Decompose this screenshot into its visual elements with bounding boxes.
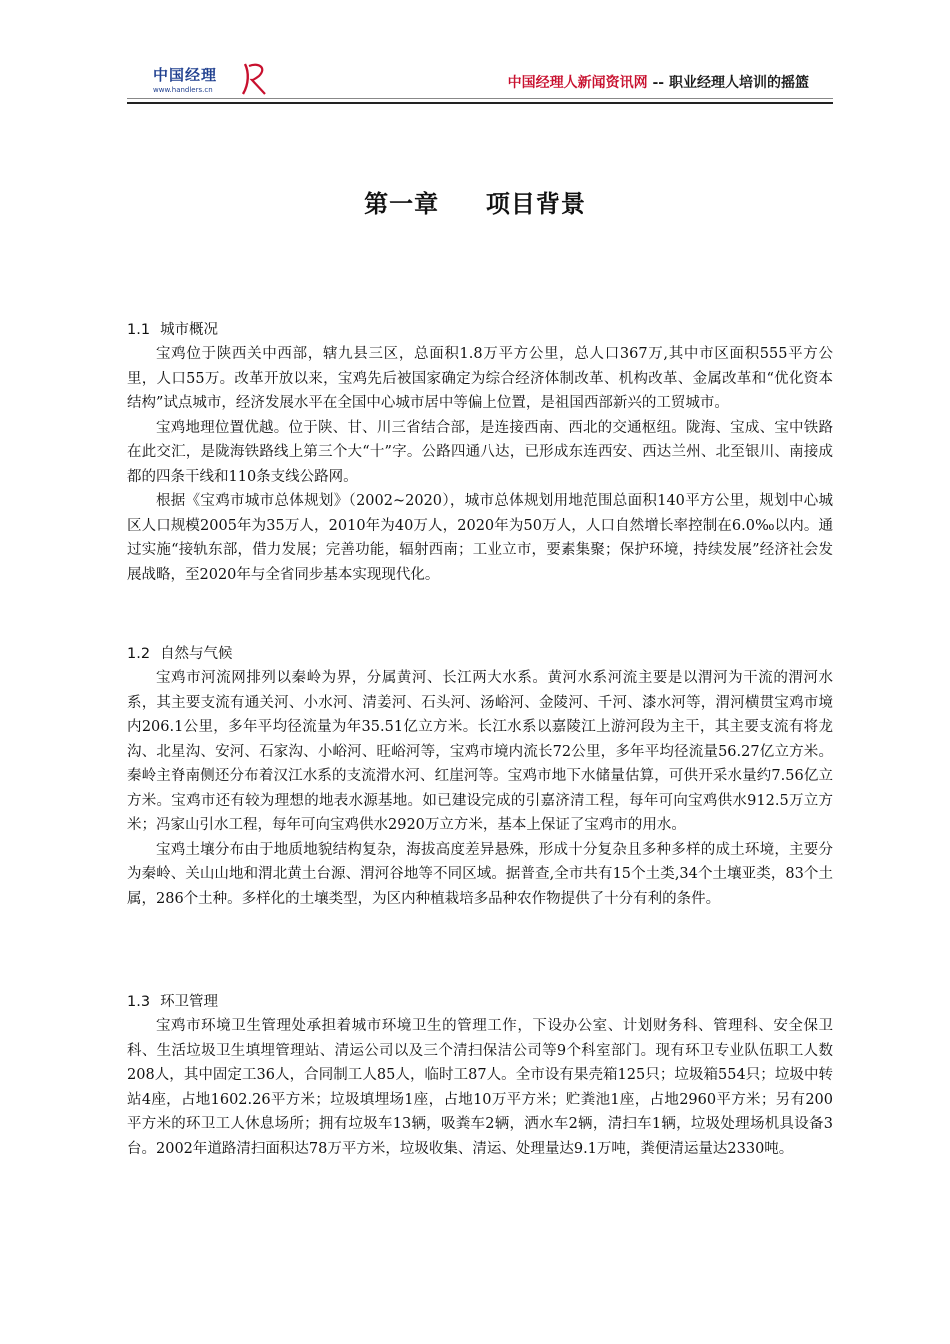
page-header: [127, 58, 833, 104]
paragraph: 宝鸡地理位置优越。位于陕、甘、川三省结合部，是连接西南、西北的交通枢纽。陇海、宝成、宝中铁路在此交汇，是陇海铁路线上第三个大“十”字。公路四通八达，已形成东连西安、西达兰州、北至银川、南接成都的四条干线和110条支线公路网。: [127, 419, 833, 485]
site-logo[interactable]: [147, 64, 287, 100]
logo-url: www.handlers.cn: [153, 86, 213, 94]
section-number: 1.2: [127, 646, 151, 662]
logo-text: 中国经理: [153, 66, 218, 84]
section-nature-climate: [127, 642, 833, 911]
paragraph: 宝鸡市环境卫生管理处承担着城市环境卫生的管理工作，下设办公室、计划财务科、管理科、安全保卫科、生活垃圾卫生填埋管理站、清运公司以及三个清扫保洁公司等9个科室部门。现有环卫专业队伍职工人数208人，其中固定工36人，合同制工人85人，临时工87人。全市设有果壳箱125只；垃圾箱554只；垃圾中转站4座，占地1602.26平方米；垃圾填埋场1座，占地10万平方米；贮粪池1座，占地2960平方米；另有200平方米的环卫工人休息场所；拥有垃圾车13辆，吸粪车2辆，洒水车2辆，清扫车1辆，垃圾处理场机具设备3台。2002年道路清扫面积达78万平方米，垃圾收集、清运、处理量达9.1万吨，粪便清运量达2330吨。: [127, 1018, 833, 1157]
section-number: 1.1: [127, 322, 151, 338]
paragraph: 宝鸡土壤分布由于地质地貌结构复杂，海拔高度差异悬殊，形成十分复杂且多种多样的成土环境，主要分为秦岭、关山山地和渭北黄土台源、渭河谷地等不同区域。据普查,全市共有15个土类,34个土壤亚类，83个土属，286个土种。多样化的土壤类型，为区内种植栽培多品种农作物提供了十分有利的条件。: [127, 841, 833, 907]
paragraph: 宝鸡市河流网排列以秦岭为界，分属黄河、长江两大水系。黄河水系河流主要是以渭河为干流的渭河水系，其主要支流有通关河、小水河、清姜河、石头河、汤峪河、金陵河、千河、漆水河等，渭河横贯宝鸡市境内206.1公里，多年平均径流量为年35.51亿立方米。长江水系以嘉陵江上游河段为主干，其主要支流有将龙沟、北星沟、安河、石家沟、小峪河、旺峪河等，宝鸡市境内流长72公里，多年平均径流量56.27亿立方米。秦岭主脊南侧还分布着汉江水系的支流滑水河、红崖河等。宝鸡市地下水储量估算，可供开采水量约7.56亿立方米。宝鸡市还有较为理想的地表水源基地。如已建设完成的引嘉济清工程，每年可向宝鸡供水912.5万立方米；冯家山引水工程，每年可向宝鸡供水2920万立方米，基本上保证了宝鸡市的用水。: [127, 670, 833, 833]
header-divider-thin: [127, 98, 833, 99]
logo-mark-icon: [239, 60, 273, 98]
paragraph: 宝鸡位于陕西关中西部，辖九县三区，总面积1.8万平方公里，总人口367万,其中市区面积555平方公里，人口55万。改革开放以来，宝鸡先后被国家确定为综合经济体制改革、机构改革、金属改革和“优化资本结构”试点城市，经济发展水平在全国中心城市居中等偏上位置，是祖国西部新兴的工贸城市。: [127, 346, 833, 411]
slogan-separator: --: [647, 75, 669, 91]
section-title: 城市概况: [160, 322, 219, 338]
slogan-tagline: 职业经理人培训的摇篮: [669, 75, 809, 91]
slogan-site-name: 中国经理人新闻资讯网: [507, 75, 648, 91]
header-divider: [127, 102, 833, 104]
section-sanitation: [127, 990, 833, 1161]
header-slogan: [508, 72, 809, 92]
section-heading: [127, 990, 833, 1014]
section-title: 环卫管理: [160, 994, 219, 1010]
section-heading: [127, 318, 833, 342]
section-city-overview: [127, 318, 833, 587]
paragraph: 根据《宝鸡市城市总体规划》（2002~2020），城市总体规划用地范围总面积140平方公里，规划中心城区人口规模2005年为35万人，2010年为40万人，2020年为50万人，人口自然增长率控制在6.0‰以内。通过实施“接轨东部，借力发展；完善功能，辐射西南；工业立市，要素集聚；保护环境，持续发展”经济社会发展战略，至2020年与全省同步基本实现现代化。: [127, 493, 833, 583]
section-title: 自然与气候: [160, 646, 233, 662]
chapter-title: 第一章 项目背景: [364, 190, 586, 218]
section-heading: [127, 642, 833, 666]
section-number: 1.3: [127, 994, 151, 1010]
